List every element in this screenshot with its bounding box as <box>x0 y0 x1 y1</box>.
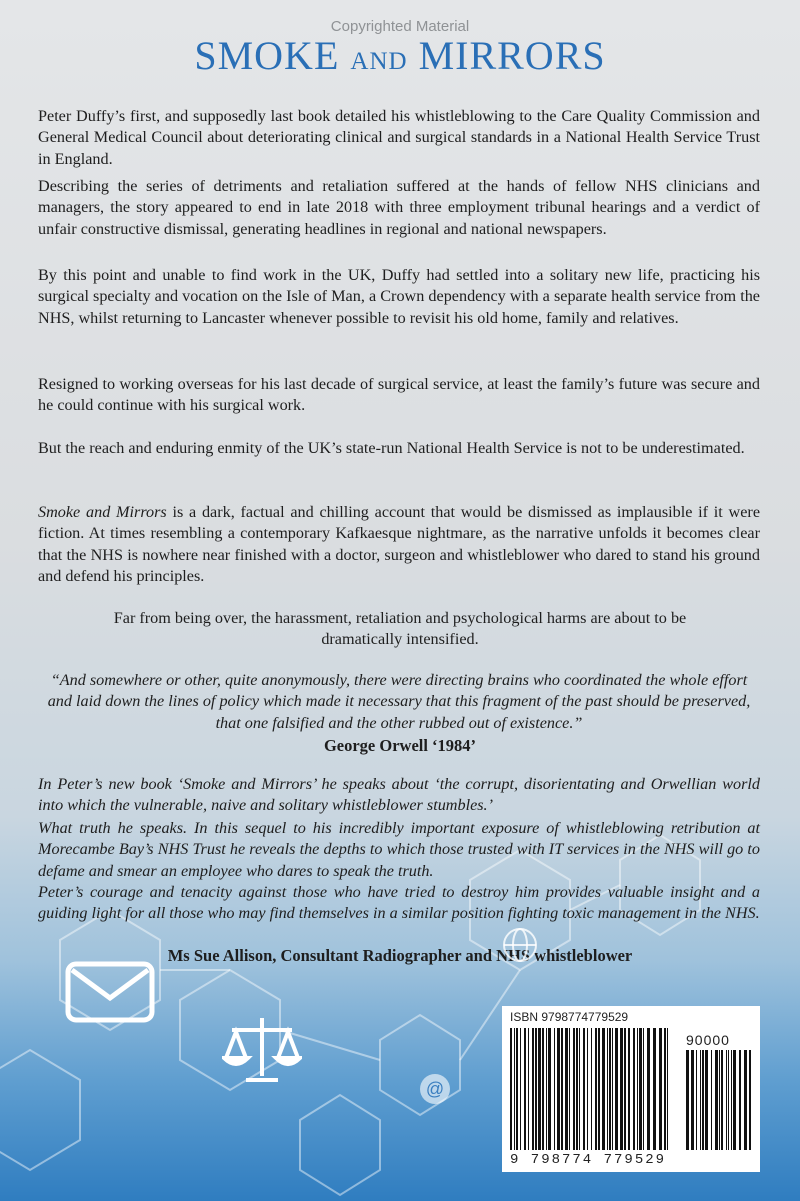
globe-icon <box>500 925 540 965</box>
price-barcode-bars <box>686 1050 752 1150</box>
isbn-label: ISBN 9798774779529 <box>510 1010 629 1024</box>
paragraph-3: By this point and unable to find work in the UK, Duffy had settled into a solitary new life, practicing his surgical specialty and vocation on the Isle of Man, a Crown dependency with a separate health service from the NHS, whilst returning to Lancaster whenever possible to revisit his old home, family and relatives. <box>38 266 760 327</box>
paragraph-1: Peter Duffy’s first, and supposedly last book detailed his whistleblowing to the Care Quality Commission and General Medical Council about deteriorating clinical and surgical standards in a National Health Service Trust in England. <box>38 107 760 168</box>
title-word-mirrors: MIRRORS <box>407 33 606 78</box>
isbn-barcode <box>502 1006 760 1172</box>
title-word-and: AND <box>350 48 408 75</box>
review-text-3: Peter’s courage and tenacity against those who have tried to destroy him provides valuable insight and a guiding light for all those who may find themselves in a similar position fighting toxic management in the NHS. <box>38 883 760 923</box>
paragraph-2: Describing the series of detriments and retaliation suffered at the hands of fellow NHS clinicians and managers, the story appeared to end in late 2018 with three employment tribunal hearings and a verdict of unfair constructive dismissal, generating headlines in regional and national newspapers. <box>38 177 760 238</box>
paragraph-7: Far from being over, the harassment, retaliation and psychological harms are about to be dramatically intensified. <box>113 609 687 649</box>
scales-icon <box>222 1010 302 1090</box>
at-sign-icon <box>418 1072 452 1106</box>
paragraph-4: Resigned to working overseas for his last decade of surgical service, at least the family’s future was secure and he could continue with his surgical work. <box>38 375 760 415</box>
paragraph-5: But the reach and enduring enmity of the UK’s state-run National Health Service is not to be underestimated. <box>38 439 745 457</box>
quote-attribution: George Orwell ‘1984’ <box>323 736 477 755</box>
barcode-bars <box>510 1028 670 1150</box>
book-title <box>0 34 800 78</box>
isbn-digits: 9 798774 779529 <box>510 1152 667 1168</box>
review-text-1: In Peter’s new book ‘Smoke and Mirrors’ he speaks about ‘the corrupt, disorientating and Orwellian world into which the vulnerable, naive and solitary whistleblower stumbles.’ <box>38 775 760 815</box>
svg-text:@: @ <box>425 1079 445 1099</box>
title-word-smoke: SMOKE <box>194 33 351 78</box>
copyright-watermark: Copyrighted Material <box>330 18 470 35</box>
review-text-2: What truth he speaks. In this sequel to his incredibly important exposure of whistleblowing retribution at Morecambe Bay’s NHS Trust he reveals the depths to which those trusted with IT services in the NHS will go to defame and smear an employee who dares to speak the truth. <box>38 819 760 880</box>
paragraph-6 <box>38 502 760 588</box>
paragraph-6-text: is a dark, factual and chilling account that would be dismissed as implausible if it were fiction. At times resembling a contemporary Kafkaesque nightmare, as the narrative unfolds it becomes clear that the NHS is nowhere near finished with a doctor, surgeon and whistleblower who dared to stand his ground and defend his principles. <box>38 503 760 586</box>
book-title-inline: Smoke and Mirrors <box>38 503 167 521</box>
review-attribution: Ms Sue Allison, Consultant Radiographer and NHS whistleblower <box>167 946 633 965</box>
orwell-quote: “And somewhere or other, quite anonymously, there were directing brains who coordinated the whole effort and laid down the lines of policy which made it necessary that this fragment of the past should be preserved, that one falsified and the other rubbed out of existence.” <box>47 671 751 732</box>
envelope-icon <box>64 958 156 1028</box>
price-code: 90000 <box>686 1032 730 1048</box>
